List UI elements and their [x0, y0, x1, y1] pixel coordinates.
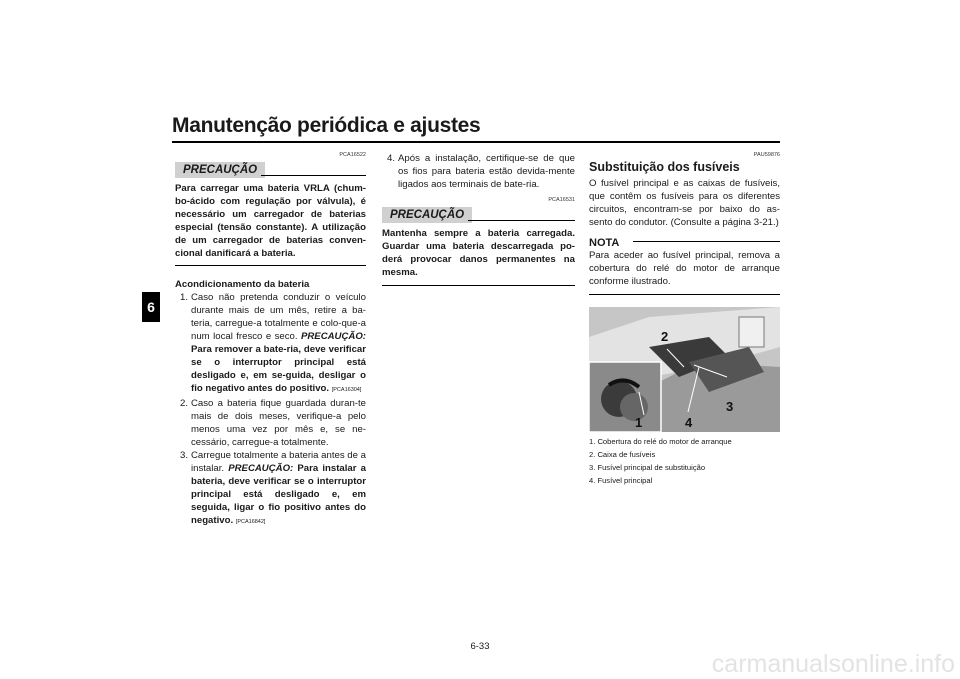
caution-code: PCA16531	[548, 197, 575, 203]
callout-1: 1	[635, 415, 643, 430]
legend-item: 1. Cobertura do relé do motor de arranque	[589, 437, 732, 446]
section-code: PAU59876	[753, 152, 780, 158]
callout-3: 3	[726, 399, 734, 414]
section-heading: Substituição dos fusíveis	[589, 160, 740, 174]
item-text: Caso não pretenda conduzir o veículo durante mais de um mês, retire a ba-teria, carregue-a totalmente e colo-que-a num local fresco e seco.	[191, 292, 366, 342]
item-text: Caso a bateria fique guardada duran-te mais de dois meses, verifique-a pelo menos uma vez por mês e, se ne-cessário, carregue-a totalmente.	[191, 398, 366, 448]
caution-line	[261, 175, 366, 176]
item-number: 4.	[387, 153, 396, 164]
item-text: Carregue totalmente a bateria antes de a instalar.	[191, 450, 366, 474]
section-heading: Acondicionamento da bateria	[175, 279, 310, 290]
list-item	[175, 449, 366, 529]
item-code: [PCA16304]	[331, 387, 362, 393]
callout-2: 2	[661, 329, 669, 344]
item-code: [PCA16842]	[235, 519, 266, 525]
item-number: 3.	[180, 450, 189, 461]
title-rule	[172, 141, 780, 143]
column-1	[175, 152, 366, 529]
column-2	[382, 152, 575, 286]
item-caution-label: PRECAUÇÃO:	[228, 463, 294, 474]
legend-item: 3. Fusível principal de substituição	[589, 463, 706, 472]
caution-text: Para carregar uma bateria VRLA (chum-bo-ácido com regulação por válvula), é necessário um carregador de baterias especial (tensão constante). A utilização de um carregador de baterias conven-cional danificará a bateria.	[175, 183, 366, 259]
nota-header	[589, 233, 780, 247]
fuse-location-photo	[589, 307, 780, 432]
photo-illustration	[589, 307, 780, 432]
item-number: 2.	[180, 398, 189, 409]
column-3	[589, 152, 780, 295]
item-number: 1.	[180, 292, 189, 303]
nota-line	[633, 241, 780, 242]
caution-code: PCA16522	[339, 152, 366, 158]
caution-line	[468, 220, 575, 221]
item-caution-label: PRECAUÇÃO:	[300, 331, 366, 342]
caution-label: PRECAUÇÃO	[382, 207, 472, 223]
chapter-tab: 6	[142, 292, 160, 322]
caution-header	[175, 160, 366, 176]
item-caution-text: Para remover a bate-ria, deve verificar se o interruptor principal está desligado e, em se-guida, desligar o fio negativo antes do positivo.	[191, 344, 366, 394]
caution-label: PRECAUÇÃO	[175, 162, 265, 178]
body-paragraph: O fusível principal e as caixas de fusíveis, que contêm os fusíveis para os diferentes circuitos, encontram-se por baixo do as-sento do condutor. (Consulte a página 3-21.)	[589, 178, 780, 228]
list-item	[175, 397, 366, 449]
item-text: Após a instalação, certifique-se de que os fios para bateria estão devida-mente ligados aos terminais de bate-ria.	[398, 153, 575, 190]
nota-label: NOTA	[589, 237, 620, 249]
page-title: Manutenção periódica e ajustes	[172, 114, 481, 137]
callout-4: 4	[685, 415, 693, 430]
legend-item: 2. Caixa de fusíveis	[589, 450, 656, 459]
legend-item: 4. Fusível principal	[589, 476, 653, 485]
caution-header	[382, 205, 575, 221]
watermark: carmanualsonline.info	[711, 650, 955, 678]
figure-legend	[589, 435, 780, 487]
list-item	[175, 291, 366, 397]
list-item	[382, 152, 575, 191]
caution-end-rule	[175, 265, 366, 266]
caution-text: Mantenha sempre a bateria carregada. Guardar uma bateria descarregada po-derá provocar danos permanentes na mesma.	[382, 228, 575, 278]
nota-text: Para aceder ao fusível principal, remova a cobertura do relé do motor de arranque conforme ilustrado.	[589, 250, 780, 287]
nota-end-rule	[589, 294, 780, 295]
item-caution-text: Para instalar a bateria, deve verificar se o interruptor principal está desligado e, em seguida, ligar o fio positivo antes do negativo.	[191, 463, 366, 526]
caution-end-rule	[382, 285, 575, 286]
page-number: 6-33	[470, 641, 490, 652]
